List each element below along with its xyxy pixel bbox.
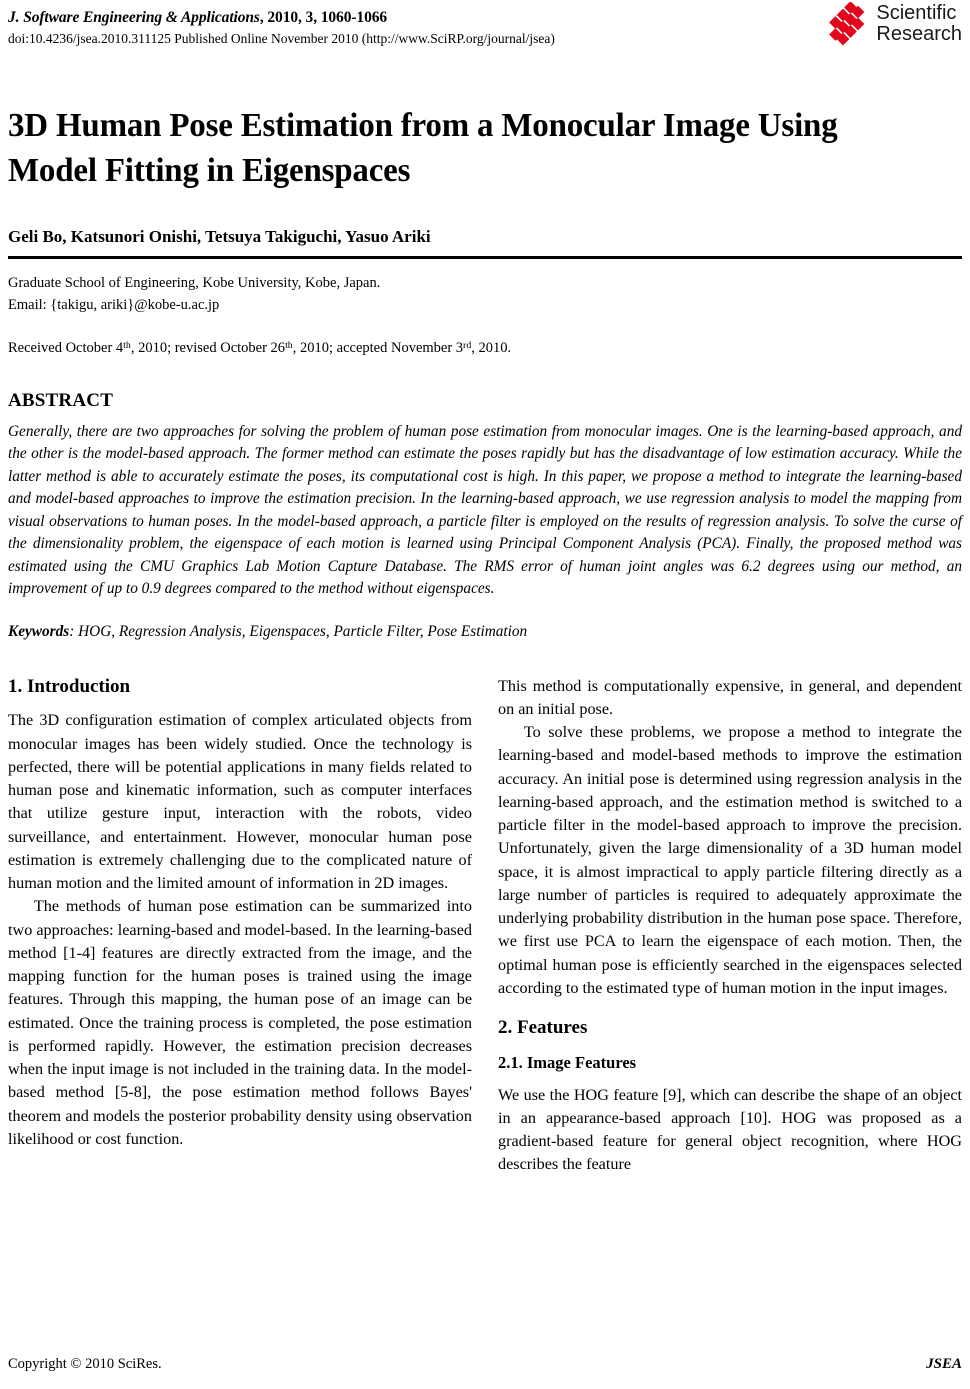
- paragraph-intro-1: The 3D configuration estimation of complex articulated objects from monocular images has been widely studied. Once the technology is perfected, there will be potential applications in many fields related to human pose and kinematic information, such as computer interfaces that utilize gesture input, interaction with the robots, video surveillance, and entertainment. However, monocular human pose estimation is extremely challenging due to the complicated nature of human motion and the limited amount of information in 2D images.: [8, 711, 472, 893]
- journal-abbrev: JSEA: [926, 1356, 962, 1372]
- abstract-text: Generally, there are two approaches for solving the problem of human pose estimation from monocular images. One is the learning-based approach, and the other is the model-based approach. The former method can estimate the poses rapidly but has the disadvantage of low estimation accuracy. While the latter method is able to accurately estimate the poses, its computational cost is high. In this paper, we propose a method to integrate the learning-based and model-based approaches to improve the estimation precision. In the learning-based approach, we use regression analysis to model the mapping from visual observations to human poses. In the model-based approach, a particle filter is employed on the results of regression analysis. To solve the curse of the dimensionality problem, the eigenspace of each motion is learned using Principal Component Analysis (PCA). Finally, the proposed method was estimated using the CMU Graphics Lab Motion Capture Database. The RMS error of human joint angles was 6.2 degrees using our method, an improvement of up to 0.9 degrees compared to the method without eigenspaces.: [8, 422, 962, 598]
- paper-title: 3D Human Pose Estimation from a Monocular Image Using Model Fitting in Eigenspaces: [8, 107, 838, 189]
- body-columns: [8, 675, 962, 1267]
- journal-citation-line: [8, 8, 962, 27]
- received-sup-2: th: [285, 339, 293, 351]
- keywords-separator: :: [69, 622, 79, 640]
- paragraph-intro-2: The methods of human pose estimation can be summarized into two approaches: learning-based and model-based. In the learning-based method [1-4] features are directly extracted from the image, and the mapping function for the human poses is trained using the image features. Through this mapping, the human pose of an image can be estimated. Once the training process is completed, the pose estimation is performed rapidly. However, the estimation precision decreases when the input image is not included in the training data. In the model-based method [5-8], the pose estimation method follows Bayes' theorem and models the posterior probability density using observation likelihood or cost function.: [8, 897, 472, 1148]
- author-list: Geli Bo, Katsunori Onishi, Tetsuya Takiguchi, Yasuo Ariki: [8, 226, 431, 246]
- keywords-value: HOG, Regression Analysis, Eigenspaces, Particle Filter, Pose Estimation: [78, 622, 528, 640]
- heading-introduction: 1. Introduction: [8, 675, 131, 697]
- affiliation-line: Graduate School of Engineering, Kobe University, Kobe, Japan.: [8, 274, 381, 291]
- paragraph-features-1: We use the HOG feature [9], which can describe the shape of an object in an appearance-based approach [10]. HOG was proposed as a gradient-based feature for general object recognition, where HOG describes the feature: [498, 1085, 962, 1174]
- email-line: Email: {takigu, ariki}@kobe-u.ac.jp: [8, 296, 220, 313]
- brand-line-2: Research: [876, 23, 962, 45]
- scientific-research-logo: [827, 2, 962, 46]
- received-sup-1: th: [123, 339, 131, 351]
- keywords-line: [8, 621, 962, 643]
- paragraph-intro-4: To solve these problems, we propose a method to integrate the learning-based and model-based methods to improve the estimation accuracy. An initial pose is determined using regression analysis in the learning-based approach, and the estimation method is switched to a particle filter in the model-based approach to improve the precision. Unfortunately, given the large dimensionality of a 3D human model space, it is almost impractical to apply particle filtering directly as a large number of particles is required to adequately approximate the underlying probability distribution in the human pose space. Therefore, we first use PCA to learn the eigenspace of each motion. Then, the optimal human pose is efficiently searched in the eigenspaces selected according to the estimated type of human motion in the input images.: [498, 723, 962, 997]
- received-sup-3: rd: [463, 339, 472, 351]
- masthead: [8, 0, 962, 64]
- diamond-grid-icon: [827, 2, 871, 46]
- doi-line: doi:10.4236/jsea.2010.311125 Published Online November 2010 (http://www.SciRP.org/journal/jsea): [8, 31, 555, 47]
- journal-volume-pages: , 2010, 3, 1060-1066: [259, 9, 388, 26]
- copyright-text: Copyright © 2010 SciRes.: [8, 1356, 162, 1372]
- affiliation-block: [8, 272, 962, 316]
- brand-wordmark: [876, 3, 962, 45]
- brand-line-1: Scientific: [876, 2, 957, 25]
- page-footer: [8, 1356, 962, 1373]
- header-divider: [8, 256, 962, 259]
- received-part-4: , 2010.: [471, 339, 512, 356]
- heading-image-features: 2.1. Image Features: [498, 1052, 637, 1072]
- left-column: [8, 675, 472, 1267]
- received-dates: [8, 338, 962, 360]
- received-part-1: Received October 4: [8, 339, 124, 356]
- received-part-2: , 2010; revised October 26: [130, 339, 286, 356]
- keywords-label: Keywords: [8, 622, 70, 640]
- heading-features: 2. Features: [498, 1017, 588, 1039]
- abstract-heading: ABSTRACT: [8, 389, 114, 411]
- right-column: [498, 675, 962, 1267]
- paragraph-intro-3: This method is computationally expensive, in general, and dependent on an initial pose.: [498, 676, 962, 718]
- received-part-3: , 2010; accepted November 3: [292, 339, 464, 356]
- journal-name: J. Software Engineering & Applications: [8, 9, 260, 26]
